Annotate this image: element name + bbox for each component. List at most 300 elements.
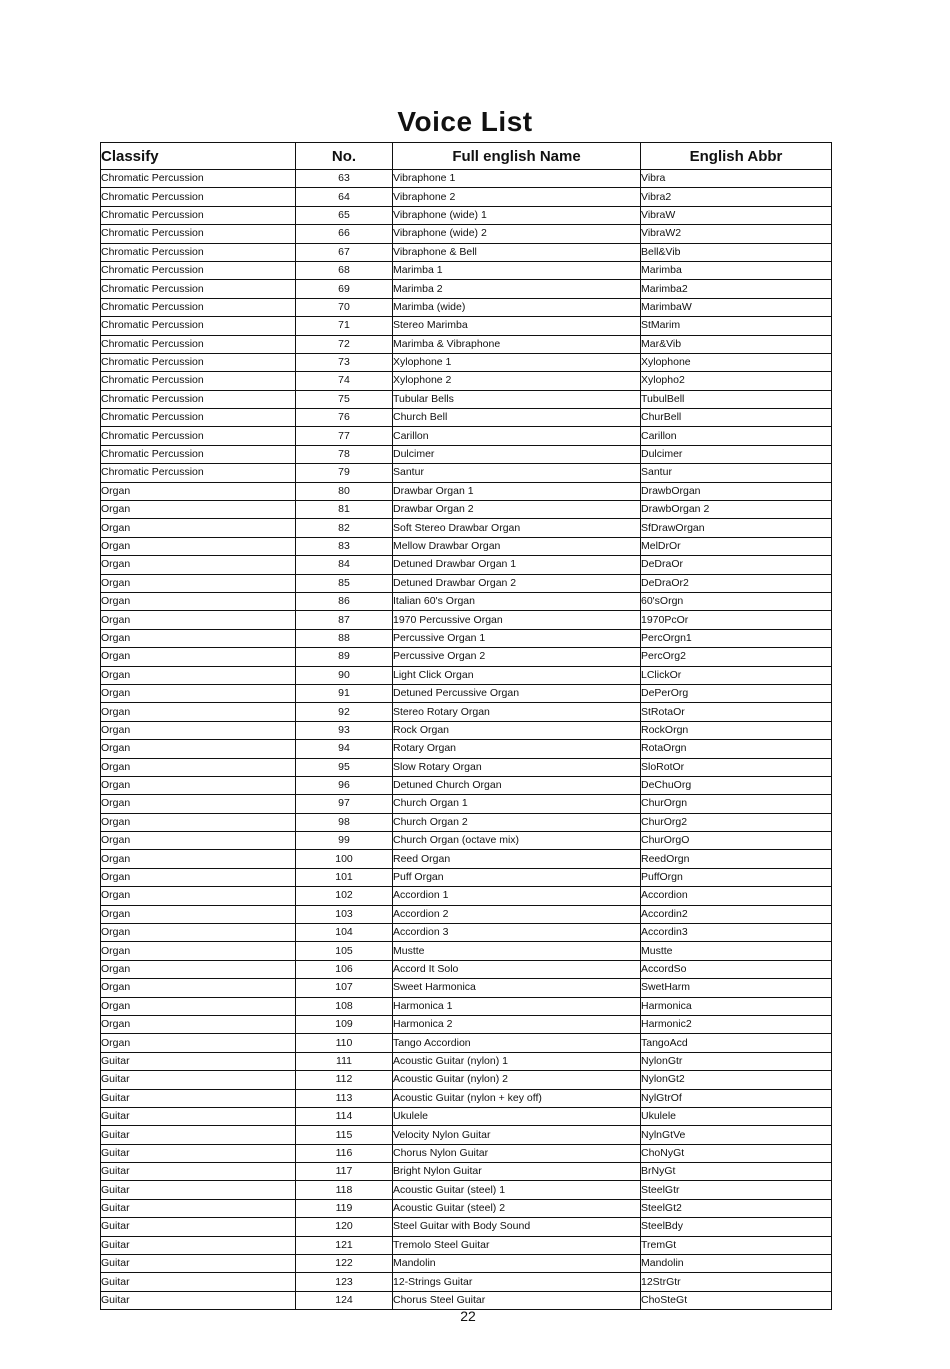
cell-number: 76 — [296, 409, 393, 427]
cell-number: 91 — [296, 684, 393, 702]
table-row — [101, 1255, 832, 1273]
table-row — [101, 298, 832, 316]
table-row — [101, 648, 832, 666]
cell-abbr: ChurOrg2 — [641, 813, 832, 831]
cell-abbr: ChurOrgn — [641, 795, 832, 813]
table-row — [101, 1163, 832, 1181]
table-row — [101, 390, 832, 408]
table-row — [101, 813, 832, 831]
cell-number: 72 — [296, 335, 393, 353]
table-row — [101, 243, 832, 261]
cell-full-name: Vibraphone 2 — [393, 188, 641, 206]
cell-abbr: NylonGt2 — [641, 1071, 832, 1089]
cell-number: 88 — [296, 629, 393, 647]
cell-abbr: Ukulele — [641, 1107, 832, 1125]
cell-number: 80 — [296, 482, 393, 500]
cell-full-name: Vibraphone (wide) 1 — [393, 206, 641, 224]
cell-classify: Organ — [101, 960, 296, 978]
cell-abbr: StRotaOr — [641, 703, 832, 721]
cell-classify: Chromatic Percussion — [101, 427, 296, 445]
cell-full-name: Accordion 1 — [393, 887, 641, 905]
cell-full-name: Carillon — [393, 427, 641, 445]
cell-full-name: Percussive Organ 2 — [393, 648, 641, 666]
cell-abbr: Dulcimer — [641, 445, 832, 463]
cell-classify: Organ — [101, 1015, 296, 1033]
cell-abbr: SloRotOr — [641, 758, 832, 776]
cell-abbr: 60'sOrgn — [641, 592, 832, 610]
cell-number: 121 — [296, 1236, 393, 1254]
table-header-row — [101, 143, 832, 170]
cell-classify: Guitar — [101, 1199, 296, 1217]
table-row — [101, 1291, 832, 1309]
cell-classify: Organ — [101, 905, 296, 923]
cell-full-name: Detuned Drawbar Organ 2 — [393, 574, 641, 592]
cell-abbr: NylnGtVe — [641, 1126, 832, 1144]
cell-classify: Organ — [101, 519, 296, 537]
cell-classify: Guitar — [101, 1126, 296, 1144]
cell-abbr: ReedOrgn — [641, 850, 832, 868]
table-row — [101, 666, 832, 684]
cell-abbr: AccordSo — [641, 960, 832, 978]
cell-full-name: Vibraphone 1 — [393, 170, 641, 188]
cell-classify: Organ — [101, 556, 296, 574]
cell-classify: Chromatic Percussion — [101, 243, 296, 261]
cell-abbr: RockOrgn — [641, 721, 832, 739]
cell-classify: Organ — [101, 850, 296, 868]
cell-full-name: Detuned Church Organ — [393, 776, 641, 794]
cell-abbr: TangoAcd — [641, 1034, 832, 1052]
cell-full-name: Tubular Bells — [393, 390, 641, 408]
cell-number: 116 — [296, 1144, 393, 1162]
cell-number: 118 — [296, 1181, 393, 1199]
cell-classify: Guitar — [101, 1071, 296, 1089]
cell-number: 102 — [296, 887, 393, 905]
cell-abbr: MarimbaW — [641, 298, 832, 316]
cell-abbr: Marimba — [641, 261, 832, 279]
cell-abbr: TubulBell — [641, 390, 832, 408]
cell-number: 96 — [296, 776, 393, 794]
cell-classify: Organ — [101, 648, 296, 666]
cell-number: 111 — [296, 1052, 393, 1070]
cell-classify: Organ — [101, 629, 296, 647]
cell-classify: Organ — [101, 482, 296, 500]
cell-full-name: Accordion 3 — [393, 924, 641, 942]
cell-full-name: Acoustic Guitar (nylon) 2 — [393, 1071, 641, 1089]
cell-number: 113 — [296, 1089, 393, 1107]
table-row — [101, 225, 832, 243]
cell-abbr: DrawbOrgan 2 — [641, 501, 832, 519]
table-row — [101, 1273, 832, 1291]
cell-number: 67 — [296, 243, 393, 261]
header-abbr: English Abbr — [641, 143, 832, 170]
cell-full-name: Acoustic Guitar (nylon) 1 — [393, 1052, 641, 1070]
table-row — [101, 960, 832, 978]
page-title: Voice List — [397, 106, 533, 137]
cell-full-name: Vibraphone (wide) 2 — [393, 225, 641, 243]
cell-abbr: PuffOrgn — [641, 868, 832, 886]
cell-classify: Organ — [101, 924, 296, 942]
cell-abbr: Vibra2 — [641, 188, 832, 206]
table-row — [101, 905, 832, 923]
cell-full-name: Ukulele — [393, 1107, 641, 1125]
cell-abbr: SteelBdy — [641, 1218, 832, 1236]
cell-number: 77 — [296, 427, 393, 445]
cell-abbr: Xylophone — [641, 353, 832, 371]
cell-full-name: Xylophone 1 — [393, 353, 641, 371]
cell-full-name: Light Click Organ — [393, 666, 641, 684]
cell-abbr: LClickOr — [641, 666, 832, 684]
cell-classify: Chromatic Percussion — [101, 280, 296, 298]
cell-abbr: Carillon — [641, 427, 832, 445]
cell-abbr: 1970PcOr — [641, 611, 832, 629]
cell-full-name: Church Bell — [393, 409, 641, 427]
cell-abbr: Marimba2 — [641, 280, 832, 298]
cell-number: 97 — [296, 795, 393, 813]
cell-number: 123 — [296, 1273, 393, 1291]
cell-full-name: Acoustic Guitar (steel) 2 — [393, 1199, 641, 1217]
cell-number: 79 — [296, 464, 393, 482]
cell-full-name: Vibraphone & Bell — [393, 243, 641, 261]
cell-abbr: ChoNyGt — [641, 1144, 832, 1162]
cell-classify: Guitar — [101, 1144, 296, 1162]
cell-full-name: Marimba & Vibraphone — [393, 335, 641, 353]
cell-number: 89 — [296, 648, 393, 666]
cell-number: 100 — [296, 850, 393, 868]
cell-full-name: Church Organ 2 — [393, 813, 641, 831]
cell-classify: Chromatic Percussion — [101, 409, 296, 427]
table-row — [101, 519, 832, 537]
cell-number: 81 — [296, 501, 393, 519]
cell-number: 112 — [296, 1071, 393, 1089]
cell-number: 74 — [296, 372, 393, 390]
table-row — [101, 206, 832, 224]
cell-classify: Chromatic Percussion — [101, 353, 296, 371]
cell-abbr: ChurOrgO — [641, 832, 832, 850]
cell-abbr: VibraW — [641, 206, 832, 224]
cell-classify: Organ — [101, 684, 296, 702]
table-row — [101, 1144, 832, 1162]
table-row — [101, 335, 832, 353]
cell-number: 64 — [296, 188, 393, 206]
cell-abbr: NylonGtr — [641, 1052, 832, 1070]
cell-classify: Organ — [101, 887, 296, 905]
cell-classify: Chromatic Percussion — [101, 170, 296, 188]
cell-abbr: NylGtrOf — [641, 1089, 832, 1107]
table-row — [101, 979, 832, 997]
cell-full-name: Harmonica 1 — [393, 997, 641, 1015]
cell-abbr: Mandolin — [641, 1255, 832, 1273]
cell-number: 95 — [296, 758, 393, 776]
cell-full-name: Chorus Nylon Guitar — [393, 1144, 641, 1162]
cell-full-name: Slow Rotary Organ — [393, 758, 641, 776]
cell-number: 85 — [296, 574, 393, 592]
cell-classify: Organ — [101, 740, 296, 758]
cell-abbr: PercOrg2 — [641, 648, 832, 666]
cell-abbr: ChoSteGt — [641, 1291, 832, 1309]
cell-classify: Guitar — [101, 1236, 296, 1254]
cell-number: 87 — [296, 611, 393, 629]
table-row — [101, 776, 832, 794]
table-row — [101, 353, 832, 371]
cell-number: 110 — [296, 1034, 393, 1052]
cell-number: 120 — [296, 1218, 393, 1236]
cell-abbr: MelDrOr — [641, 537, 832, 555]
cell-full-name: Italian 60's Organ — [393, 592, 641, 610]
cell-classify: Guitar — [101, 1089, 296, 1107]
cell-classify: Organ — [101, 703, 296, 721]
cell-number: 122 — [296, 1255, 393, 1273]
table-row — [101, 482, 832, 500]
cell-classify: Organ — [101, 721, 296, 739]
cell-classify: Chromatic Percussion — [101, 464, 296, 482]
cell-classify: Organ — [101, 537, 296, 555]
table-row — [101, 427, 832, 445]
cell-classify: Organ — [101, 501, 296, 519]
cell-number: 93 — [296, 721, 393, 739]
cell-number: 103 — [296, 905, 393, 923]
cell-full-name: Steel Guitar with Body Sound — [393, 1218, 641, 1236]
voice-list-table — [100, 142, 832, 1310]
table-row — [101, 188, 832, 206]
cell-classify: Organ — [101, 997, 296, 1015]
table-row — [101, 611, 832, 629]
cell-classify: Organ — [101, 592, 296, 610]
cell-classify: Chromatic Percussion — [101, 225, 296, 243]
table-row — [101, 1015, 832, 1033]
cell-abbr: ChurBell — [641, 409, 832, 427]
cell-number: 90 — [296, 666, 393, 684]
cell-number: 75 — [296, 390, 393, 408]
cell-number: 83 — [296, 537, 393, 555]
table-row — [101, 372, 832, 390]
cell-full-name: Percussive Organ 1 — [393, 629, 641, 647]
table-row — [101, 1218, 832, 1236]
table-row — [101, 703, 832, 721]
cell-full-name: Marimba 1 — [393, 261, 641, 279]
cell-number: 119 — [296, 1199, 393, 1217]
cell-classify: Chromatic Percussion — [101, 390, 296, 408]
cell-full-name: Rock Organ — [393, 721, 641, 739]
cell-number: 84 — [296, 556, 393, 574]
cell-full-name: Tango Accordion — [393, 1034, 641, 1052]
table-row — [101, 868, 832, 886]
table-row — [101, 721, 832, 739]
cell-abbr: PercOrgn1 — [641, 629, 832, 647]
cell-classify: Organ — [101, 611, 296, 629]
cell-full-name: Santur — [393, 464, 641, 482]
cell-classify: Organ — [101, 574, 296, 592]
cell-abbr: SteelGt2 — [641, 1199, 832, 1217]
table-row — [101, 1126, 832, 1144]
cell-abbr: Accordin3 — [641, 924, 832, 942]
cell-full-name: Mustte — [393, 942, 641, 960]
cell-number: 114 — [296, 1107, 393, 1125]
cell-classify: Chromatic Percussion — [101, 261, 296, 279]
cell-abbr: SwetHarm — [641, 979, 832, 997]
cell-classify: Guitar — [101, 1181, 296, 1199]
header-full-name: Full english Name — [393, 143, 641, 170]
voice-list-body — [101, 170, 832, 1310]
table-row — [101, 997, 832, 1015]
table-row — [101, 1181, 832, 1199]
cell-number: 94 — [296, 740, 393, 758]
cell-abbr: DePerOrg — [641, 684, 832, 702]
table-row — [101, 464, 832, 482]
table-row — [101, 1199, 832, 1217]
cell-abbr: Xylopho2 — [641, 372, 832, 390]
cell-classify: Guitar — [101, 1255, 296, 1273]
table-row — [101, 1052, 832, 1070]
cell-full-name: Drawbar Organ 2 — [393, 501, 641, 519]
cell-number: 117 — [296, 1163, 393, 1181]
table-row — [101, 501, 832, 519]
cell-classify: Chromatic Percussion — [101, 335, 296, 353]
cell-number: 107 — [296, 979, 393, 997]
cell-number: 78 — [296, 445, 393, 463]
table-row — [101, 1107, 832, 1125]
table-row — [101, 942, 832, 960]
cell-classify: Organ — [101, 979, 296, 997]
table-row — [101, 832, 832, 850]
cell-full-name: Xylophone 2 — [393, 372, 641, 390]
table-row — [101, 924, 832, 942]
cell-classify: Organ — [101, 868, 296, 886]
cell-classify: Chromatic Percussion — [101, 188, 296, 206]
cell-abbr: SfDrawOrgan — [641, 519, 832, 537]
cell-abbr: Accordin2 — [641, 905, 832, 923]
cell-full-name: Stereo Marimba — [393, 317, 641, 335]
cell-abbr: Mustte — [641, 942, 832, 960]
header-no: No. — [296, 143, 393, 170]
table-row — [101, 280, 832, 298]
table-row — [101, 1236, 832, 1254]
cell-classify: Chromatic Percussion — [101, 317, 296, 335]
cell-abbr: BrNyGt — [641, 1163, 832, 1181]
cell-full-name: Mandolin — [393, 1255, 641, 1273]
header-classify: Classify — [101, 143, 296, 170]
cell-full-name: Mellow Drawbar Organ — [393, 537, 641, 555]
cell-number: 101 — [296, 868, 393, 886]
cell-classify: Chromatic Percussion — [101, 372, 296, 390]
cell-number: 106 — [296, 960, 393, 978]
cell-classify: Organ — [101, 942, 296, 960]
cell-full-name: Bright Nylon Guitar — [393, 1163, 641, 1181]
cell-full-name: Soft Stereo Drawbar Organ — [393, 519, 641, 537]
table-row — [101, 574, 832, 592]
cell-number: 71 — [296, 317, 393, 335]
table-row — [101, 409, 832, 427]
cell-number: 108 — [296, 997, 393, 1015]
cell-full-name: Dulcimer — [393, 445, 641, 463]
cell-number: 69 — [296, 280, 393, 298]
cell-number: 70 — [296, 298, 393, 316]
table-row — [101, 1071, 832, 1089]
cell-full-name: Rotary Organ — [393, 740, 641, 758]
cell-abbr: DeChuOrg — [641, 776, 832, 794]
page-number: 22 — [460, 1308, 476, 1324]
cell-full-name: Detuned Drawbar Organ 1 — [393, 556, 641, 574]
cell-classify: Guitar — [101, 1107, 296, 1125]
cell-abbr: Santur — [641, 464, 832, 482]
cell-full-name: 12-Strings Guitar — [393, 1273, 641, 1291]
cell-abbr: Mar&Vib — [641, 335, 832, 353]
cell-abbr: RotaOrgn — [641, 740, 832, 758]
cell-number: 86 — [296, 592, 393, 610]
table-row — [101, 740, 832, 758]
cell-classify: Organ — [101, 813, 296, 831]
table-row — [101, 684, 832, 702]
cell-number: 92 — [296, 703, 393, 721]
table-row — [101, 795, 832, 813]
cell-full-name: 1970 Percussive Organ — [393, 611, 641, 629]
cell-abbr: Harmonica — [641, 997, 832, 1015]
cell-classify: Guitar — [101, 1052, 296, 1070]
cell-full-name: Chorus Steel Guitar — [393, 1291, 641, 1309]
cell-abbr: Accordion — [641, 887, 832, 905]
cell-classify: Organ — [101, 776, 296, 794]
table-row — [101, 887, 832, 905]
cell-full-name: Marimba 2 — [393, 280, 641, 298]
cell-full-name: Drawbar Organ 1 — [393, 482, 641, 500]
cell-classify: Organ — [101, 1034, 296, 1052]
cell-classify: Organ — [101, 795, 296, 813]
table-row — [101, 1034, 832, 1052]
cell-classify: Organ — [101, 832, 296, 850]
cell-full-name: Acoustic Guitar (nylon + key off) — [393, 1089, 641, 1107]
cell-abbr: Harmonic2 — [641, 1015, 832, 1033]
cell-full-name: Velocity Nylon Guitar — [393, 1126, 641, 1144]
cell-full-name: Church Organ (octave mix) — [393, 832, 641, 850]
cell-classify: Organ — [101, 666, 296, 684]
cell-classify: Organ — [101, 758, 296, 776]
cell-number: 109 — [296, 1015, 393, 1033]
table-row — [101, 445, 832, 463]
table-row — [101, 850, 832, 868]
cell-number: 98 — [296, 813, 393, 831]
cell-abbr: SteelGtr — [641, 1181, 832, 1199]
cell-number: 65 — [296, 206, 393, 224]
table-row — [101, 170, 832, 188]
cell-full-name: Harmonica 2 — [393, 1015, 641, 1033]
cell-abbr: TremGt — [641, 1236, 832, 1254]
cell-full-name: Church Organ 1 — [393, 795, 641, 813]
cell-number: 99 — [296, 832, 393, 850]
table-row — [101, 1089, 832, 1107]
cell-classify: Chromatic Percussion — [101, 206, 296, 224]
cell-number: 105 — [296, 942, 393, 960]
table-row — [101, 556, 832, 574]
cell-full-name: Reed Organ — [393, 850, 641, 868]
table-row — [101, 261, 832, 279]
table-row — [101, 317, 832, 335]
cell-abbr: VibraW2 — [641, 225, 832, 243]
cell-full-name: Accord It Solo — [393, 960, 641, 978]
cell-full-name: Sweet Harmonica — [393, 979, 641, 997]
cell-number: 68 — [296, 261, 393, 279]
cell-classify: Chromatic Percussion — [101, 445, 296, 463]
cell-full-name: Detuned Percussive Organ — [393, 684, 641, 702]
cell-classify: Guitar — [101, 1163, 296, 1181]
cell-abbr: 12StrGtr — [641, 1273, 832, 1291]
cell-abbr: DeDraOr — [641, 556, 832, 574]
cell-abbr: DrawbOrgan — [641, 482, 832, 500]
cell-abbr: Bell&Vib — [641, 243, 832, 261]
cell-abbr: Vibra — [641, 170, 832, 188]
cell-number: 73 — [296, 353, 393, 371]
cell-abbr: StMarim — [641, 317, 832, 335]
cell-abbr: DeDraOr2 — [641, 574, 832, 592]
cell-number: 124 — [296, 1291, 393, 1309]
